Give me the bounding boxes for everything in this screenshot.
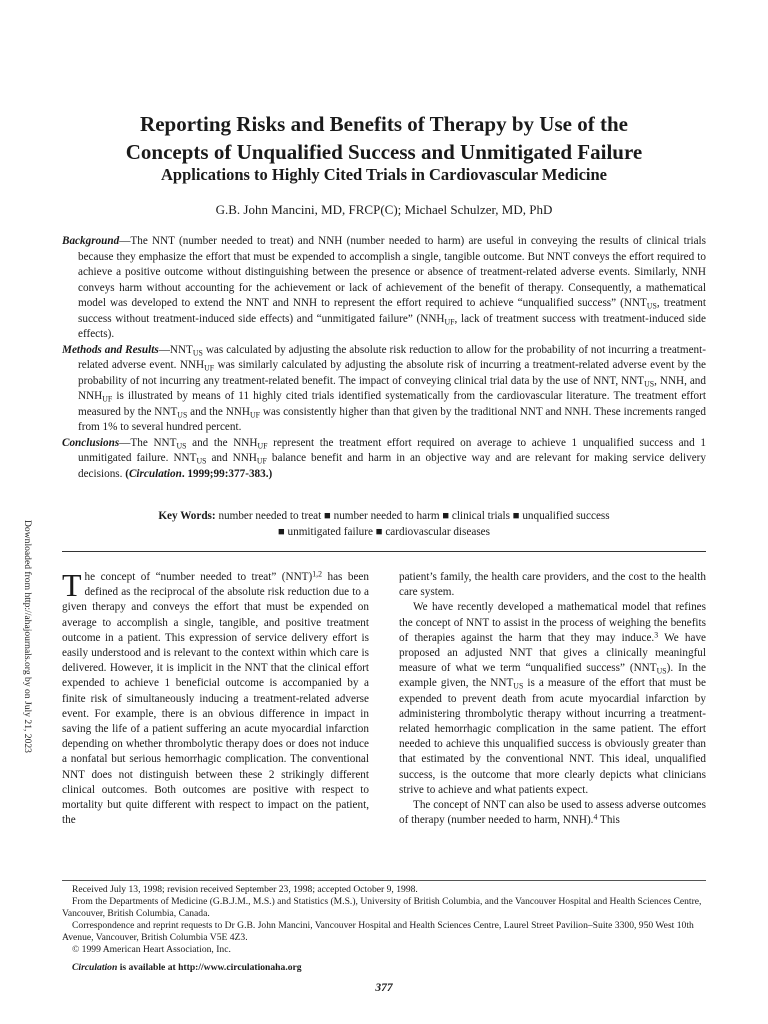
body-column-left: [62, 567, 369, 828]
abstract-conclusions: Conclusions—The $NNT_{US}$ and the $NNH_{UF}$ represent the treatment effort required on average to achieve 1 unqualified success and 1 unmitigated failure. $NNT_{US}$ and $NNH_{UF}$ balance benefit and harm in an objective way and are relevant for making service delivery decisions. (Circulation. 1999;99:377-383.): [62, 436, 706, 480]
section-divider: [62, 551, 706, 552]
article-title: [40, 110, 728, 166]
abstract-background: Background—The NNT (number needed to treat) and NNH (number needed to harm) are useful in conveying the results of clinical trials because they emphasize the effort that must be expended to accomplish a single, tangible outcome. But NNT conveys the effort required to achieve a positive outcome without distinguishing between the presence or absence of treatment-related adverse events. Similarly, NNH conveys harm without accounting for the achievement or lack of achievement of the benefit of therapy. Consequently, a mathematical model was developed to extend the NNT and NNH to represent the effort required to achieve “unqualified success” ($NNT_{US}$, treatment success without treatment-induced side effects) and “unmitigated failure” ($NNH_{UF}$, lack of treatment success with treatment-induced side effects).: [62, 235, 706, 340]
citation: (Circulation. 1999;99:377-383.): [125, 467, 273, 480]
citation-ref: 1,2: [312, 569, 323, 579]
body-column-right: [399, 570, 706, 828]
body-paragraph-2: We have recently developed a mathematical model that refines the concept of NNT to assist in the process of weighing the benefits of therapies against the harm that they may induce.$^3$ We have proposed an adjusted NNT that gives a clinically meaningful measure of what we term “unqualified success” $(NNT_{US})$. In the example given, the $NNT_{US}$ is a measure of the effort that must be expended to prevent death from acute myocardial infarction by administering thrombolytic therapy without incurring a treatment-related hemorrhagic complication in the same patient. The effort needed to achieve this unqualified success is obviously greater than that estimated by the conventional NNT. This ideal, unqualified success, is the outcome that more clearly depicts what clinicians strive to achieve and what patients expect.: [399, 601, 706, 796]
abstract: [62, 234, 706, 482]
background-label: Background: [62, 235, 120, 247]
footnote-website: Circulation is available at http://www.circulationaha.org: [72, 962, 302, 973]
citation-ref: 3: [654, 630, 659, 640]
methods-label: Methods and Results: [62, 343, 159, 356]
footnote-departments: From the Departments of Medicine (G.B.J.M., M.S.) and Statistics (M.S.), University of British Columbia, and the Vancouver Hospital and Health Sciences Centre, Vancouver, British Columbia, Canada.: [62, 896, 702, 919]
drop-cap: T: [62, 567, 82, 603]
conclusions-label: Conclusions: [62, 436, 120, 449]
download-watermark: Downloaded from http://ahajournals.org by on July 21, 2023: [22, 520, 33, 753]
article-subtitle: Applications to Highly Cited Trials in Cardiovascular Medicine: [161, 165, 607, 184]
footnotes: [62, 884, 706, 974]
key-words: [62, 508, 706, 540]
body-paragraph-3: The concept of NNT can also be used to assess adverse outcomes of therapy (number needed to harm, NNH).$^4$ This: [399, 799, 706, 827]
page-number: 377: [375, 982, 393, 994]
body-paragraph-1-continued: patient’s family, the health care providers, and the cost to the health care system.: [399, 571, 706, 599]
footnote-divider: [62, 880, 706, 881]
footnote-copyright: © 1999 American Heart Association, Inc.: [72, 944, 231, 955]
footnote-correspondence: Correspondence and reprint requests to Dr G.B. John Mancini, Vancouver Hospital and Health Sciences Centre, Laurel Street Pavilion–Suite 3300, 950 West 10th Avenue, Vancouver, British Columbia V5E 4Z3.: [62, 920, 694, 943]
title-line-2: Concepts of Unqualified Success and Unmitigated Failure: [125, 140, 643, 164]
author-list: G.B. John Mancini, MD, FRCP(C); Michael Schulzer, MD, PhD: [215, 202, 553, 217]
key-words-line-2: ■ unmitigated failure ■ cardiovascular diseases: [277, 526, 491, 538]
title-line-1: Reporting Risks and Benefits of Therapy by Use of the: [140, 112, 628, 136]
body-paragraph-1: The concept of “number needed to treat” (NNT)$^{1,2}$ has been defined as the reciprocal of the absolute risk reduction due to a given therapy and conveys the effort that must be expended on average to accomplish a single, tangible, and positive treatment outcome in a patient. This expression of service delivery effort is easily understood and is relevant to the context within which care is delivered. However, it is implicit in the NNT that the clinical effort expended to achieve 1 beneficial outcome is accompanied by a finite risk of simultaneously inducing a treatment-related adverse event. For example, there is an obvious difference in impact in saving the life of a patient suffering an acute myocardial infarction depending on whether thrombolytic therapy does or does not induce a nonfatal but serious hemorrhagic complication. The conventional NNT does not distinguish between these 2 strikingly different clinical outcomes. Both outcomes are positive with respect to mortality but quite different with respect to impact on the patient, the: [62, 567, 369, 827]
key-words-line-1: number needed to treat ■ number needed to harm ■ clinical trials ■ unqualified success: [218, 510, 610, 522]
citation-ref: 4: [593, 812, 598, 822]
key-words-label: Key Words:: [158, 510, 216, 522]
footnote-received: Received July 13, 1998; revision received September 23, 1998; accepted October 9, 1998.: [72, 884, 418, 895]
abstract-methods: Methods and $Results—NNT_{US}$ was calculated by adjusting the absolute risk reduction to allow for the probability of not incurring a treatment-related adverse event. $NNH_{UF}$ was similarly calculated by adjusting the absolute risk of incurring a treatment-related adverse event by the probability of not incurring any treatment-related benefit. The impact of conveying clinical trial data by the use of NNT, $NNT_{US}$, NNH, and $NNH_{UF}$ is illustrated by means of 11 highly cited trials identified systematically from the cardiovascular literature. The treatment effort measured by the $NNT_{US}$ and the $NNH_{UF}$ was consistently higher than that given by the traditional NNT and NNH. These increments ranged from 1% to several hundred percent.: [62, 343, 707, 433]
